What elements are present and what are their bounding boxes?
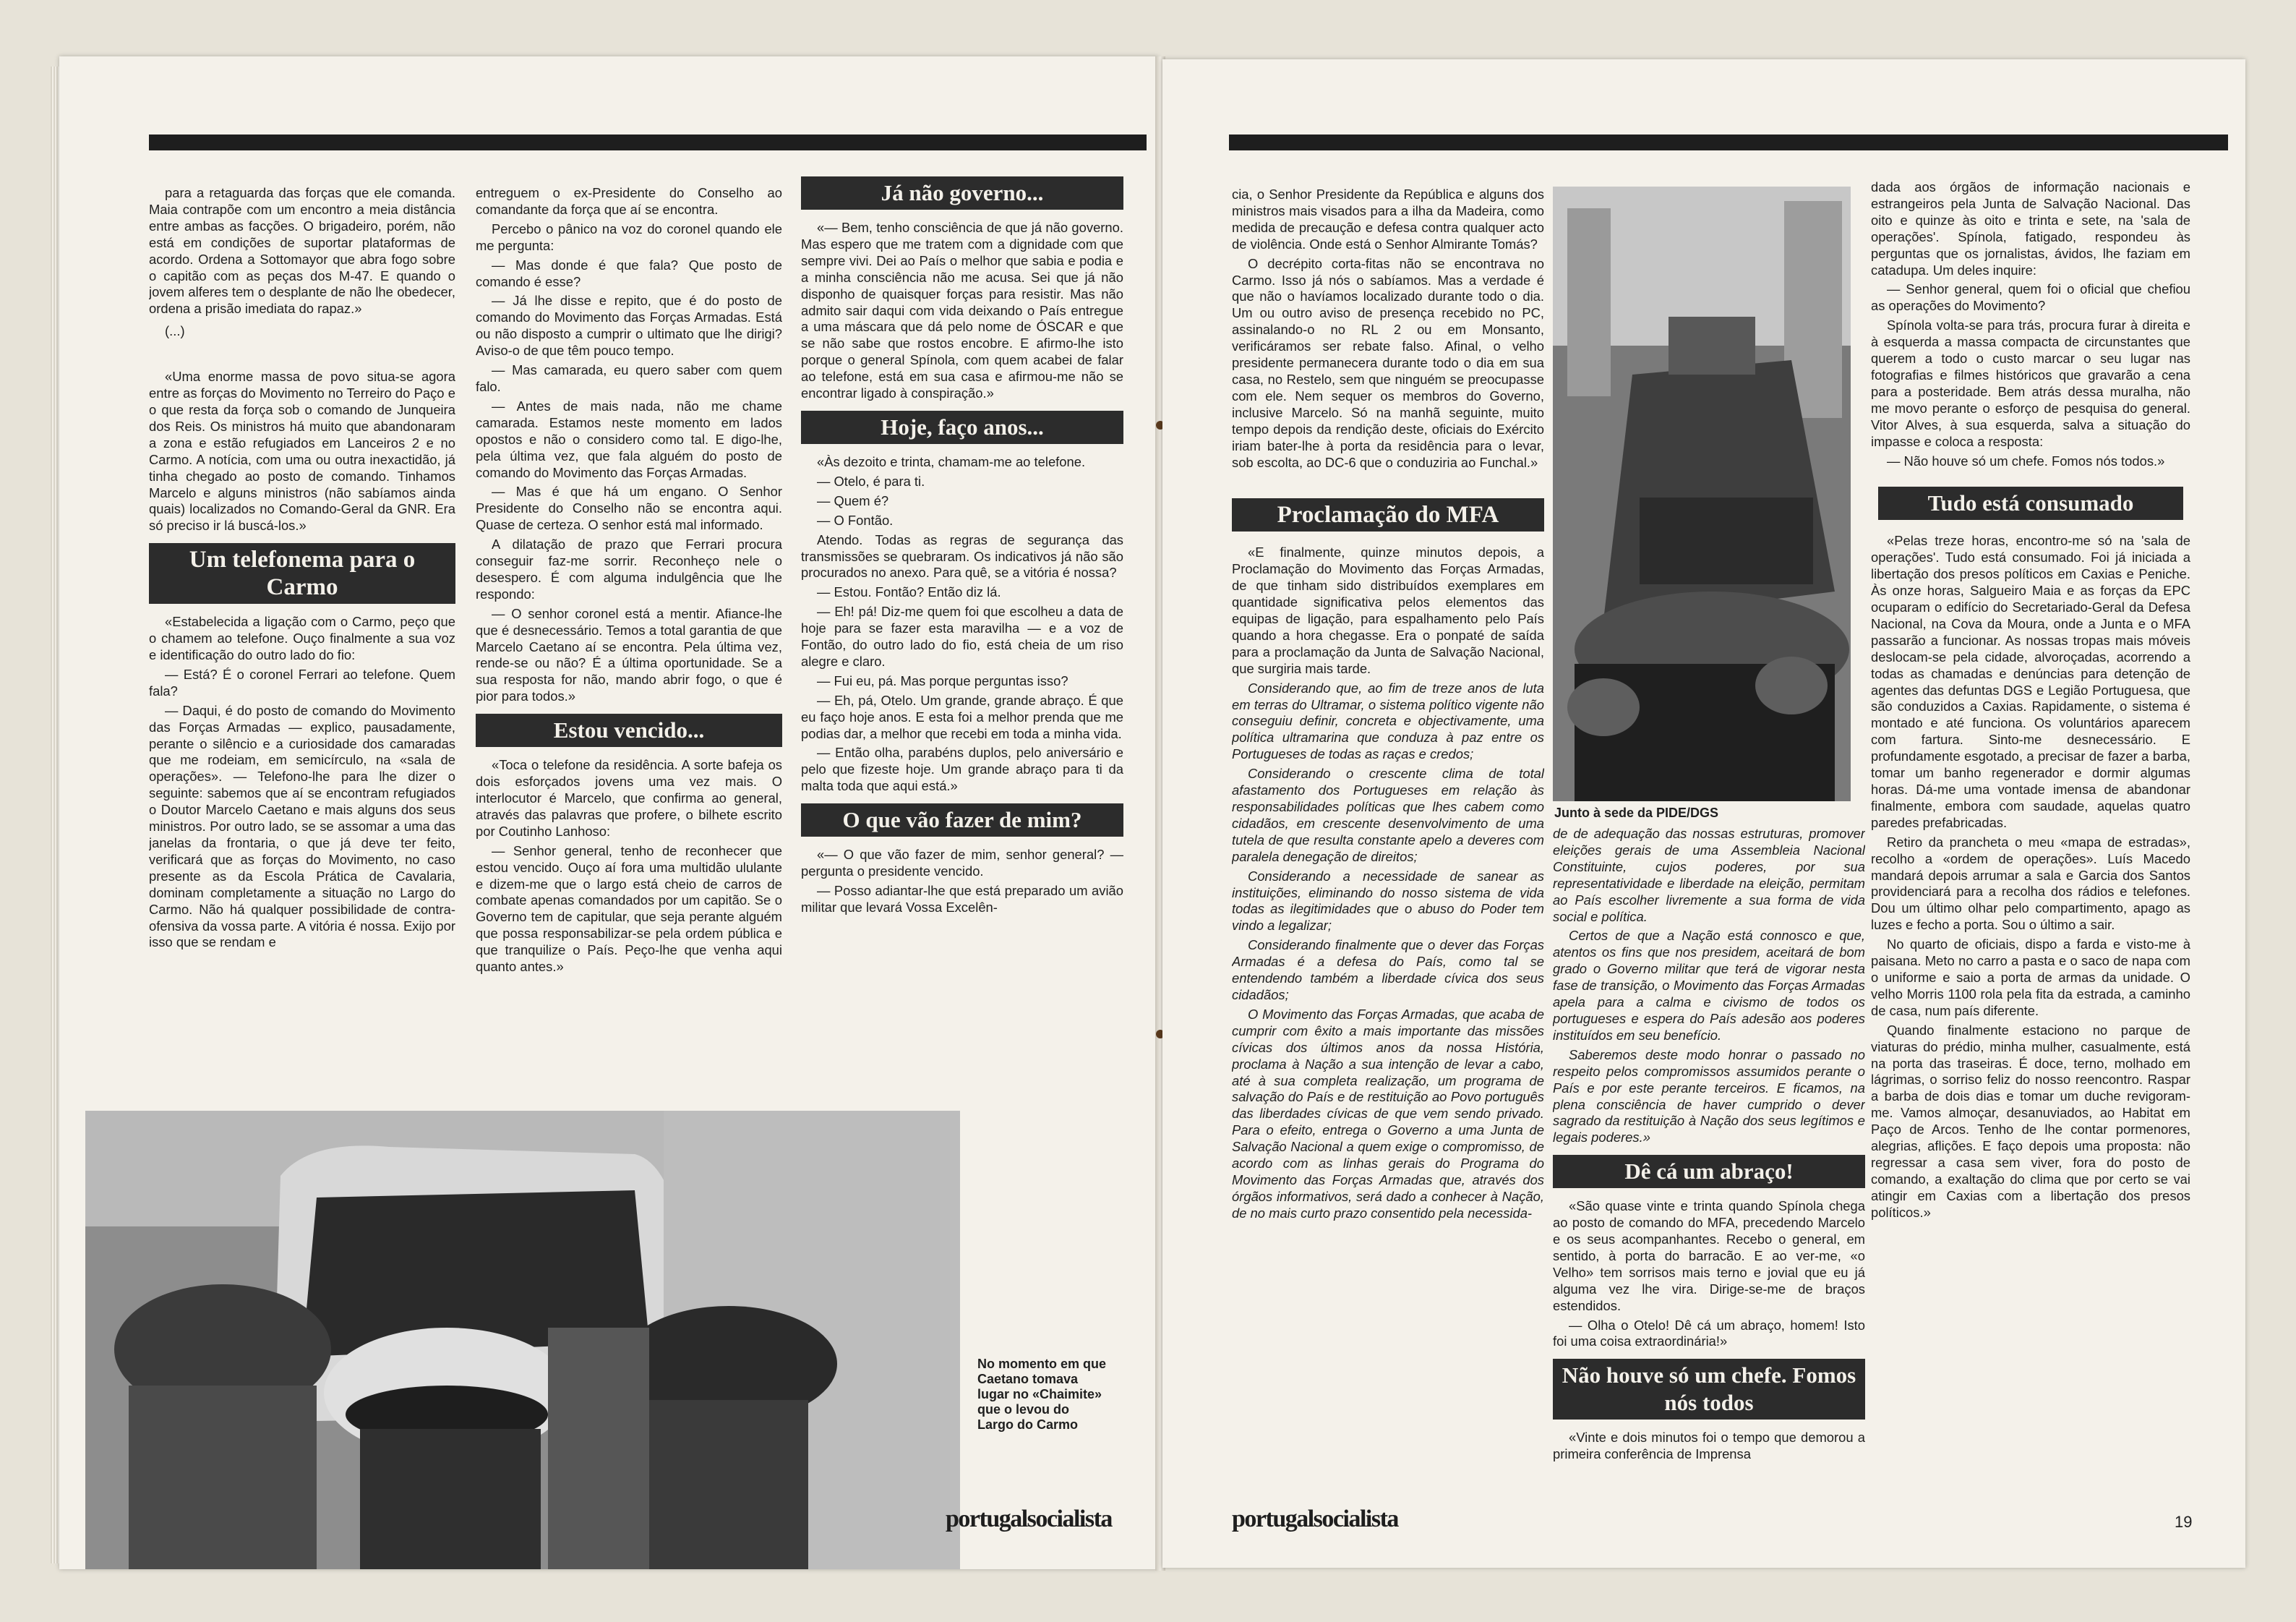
section-heading: O que vão fazer de mim?: [801, 803, 1123, 837]
paragraph: — Posso adiantar-lhe que está preparado um avião militar que levará Vossa Excelên-: [801, 883, 1123, 915]
top-rule: [1229, 135, 2228, 150]
paragraph: dada aos órgãos de informação nacionais e estrangeiros pela Junta de Salvação Nacional. Das oito e quinze às oito e trinta e sete, na 'sala de operações'. Spínola, fatigado, respondeu às perguntas que os jornalistas, ávidos, lhe faziam em catadupa. Um deles inquire:: [1871, 179, 2190, 278]
paragraph: O Movimento das Forças Armadas, que acaba de cumprir com êxito a mais importante das missões cívicas dos últimos anos da nossa História, proclama à Nação a sua intenção de levar a cabo, até à sua completa realização, um programa de salvação do País e de restituição ao Povo português das liberdades cívicas de que vem sendo privado. Para o efeito, entrega o Governo a uma Junta de Salvação Nacional a quem exige o compromisso, de acordo com as linhas gerais do Programa do Movimento das Forças Armadas que, através dos órgãos informativos, será dado a conhecer à Nação, de no mais curto prazo consentido pela necessida-: [1232, 1006, 1544, 1221]
paras-a: [149, 185, 455, 534]
paragraph: — Eh, pá, Otelo. Um grande, grande abraço. É que eu faço hoje anos. E esta foi a melhor prenda que me podias dar, a melhor que recebi em toda a minha vida.: [801, 692, 1123, 741]
paragraph: «Toca o telefone da residência. A sorte bafeja os dois esforçados jovens uma vez mais. O interlocutor é Marcelo, que confirma ao general, através das palavras que profere, o bilhete escrito por Coutinho Lanhoso:: [476, 757, 782, 839]
paragraph: — Quem é?: [817, 492, 889, 508]
section-heading: Já não governo...: [801, 176, 1123, 210]
paragraph: Spínola volta-se para trás, procura furar à direita e à esquerda a massa compacta de circunstantes que querem a todo o custo marcar o seu lugar nas fotografias e filmes históricos que gravarão a cena para a posteridade. Bem atrás dessa muralha, não me movo perante o esforço de pesquisa do general. Vitor Alves, à sua esquerda, salva a situação do impasse e coloca a resposta:: [1871, 317, 2190, 449]
right-column-1: [1232, 187, 1544, 1546]
paras-b: [149, 614, 455, 951]
paragraph: — Já lhe disse e repito, que é do posto de comando do Movimento das Forças Armadas. Está ou não disposto a cumprir o ultimato que lhe dirigi? Aviso-o de que têm pouco tempo.: [476, 293, 782, 359]
section-heading: Dê cá um abraço!: [1553, 1155, 1865, 1188]
paragraph: «Pelas treze horas, encontro-me só na 'sala de operações'. Tudo está consumado. Foi já iniciada a libertação dos presos políticos em Caxias e Peniche. Às onze horas, Salgueiro Maia e as forças da EPC ocuparam o edifício do Secretariado-Geral da Defesa Nacional, na Cova da Moura, onde a Junta e o MFA passarão a funcionar. As nossas tropas mais móveis deslocam-se pela cidade, alvoroçadas, acorrendo a todas as chamadas e denúncias para detenção de agentes das defuntas DGS e Legião Portuguesa, que são conduzidos a Caxias. Rapidamente, o sistema é montado e até funciona. Os voluntários aparecem com fartura. Sinto-me desnecessário. E profundamente esgotado, a precisar de fazer a barba, tomar um banho regenerador e dormir algumas horas. Dá-me uma vontade imensa de abandonar finalmente, embora com saudade, aquelas quatro paredes prefabricadas.: [1871, 533, 2190, 830]
paragraph: «— O que vão fazer de mim, senhor general? — pergunta o presidente vencido.: [801, 847, 1123, 879]
brand-logo: portugalsocialista: [946, 1506, 1112, 1532]
paragraph: — Mas é que há um engano. O Senhor Presidente do Conselho não se encontra aqui. Quase de certeza. O senhor está mal informado.: [476, 484, 782, 533]
section-heading: Um telefonema para o Carmo: [149, 543, 455, 604]
paragraph: — Senhor general, quem foi o oficial que chefiou as operações do Movimento?: [1871, 281, 2190, 314]
photo-caption: Junto à sede da PIDE/DGS: [1554, 806, 1719, 820]
right-column-3: [1871, 179, 2193, 1546]
paragraph: «Vinte e dois minutos foi o tempo que demorou a primeira conferência de Imprensa: [1553, 1430, 1865, 1462]
paragraph: Retiro da prancheta o meu «mapa de estradas», recolho a «ordem de operações». Luís Macedo mandará depois arrumar a sala e Garcia dos Santos providenciará para a recolha dos rádios e telefones. Dou um último olhar pelo compartimento, apago as luzes e fecho a porta. Sou o último a sair.: [1871, 834, 2190, 933]
paragraph: Considerando finalmente que o dever das Forças Armadas é a defesa do País, como tal se entendendo também a liberdade cívica dos seus cidadãos;: [1232, 937, 1544, 1002]
photo-pide-dgs: [1553, 187, 1851, 801]
paragraph: «São quase vinte e trinta quando Spínola chega ao posto de comando do MFA, precedendo Marcelo e os seus acompanhantes. Recebo o general, em sentido, à porta do barracão. E ao ver-me, «o Velho» tem sorrisos mais terno e jovial que eu já alguma vez lhe vira. Dirige-se-me de braços estendidos.: [1553, 1198, 1865, 1313]
paragraph: — Mas donde é que fala? Que posto de comando é esse?: [476, 257, 782, 289]
paragraph: — Não houve só um chefe. Fomos nós todos.»: [1887, 453, 2165, 469]
paragraph: cia, o Senhor Presidente da República e alguns dos ministros mais visados para a ilha da Madeira, como medida de precaução e defesa contra qualquer acto de violência. Onde está o Senhor Almirante Tomás?: [1232, 187, 1544, 252]
paragraph: — Está? É o coronel Ferrari ao telefone. Quem fala?: [149, 666, 455, 699]
section-heading: Hoje, faço anos...: [801, 411, 1123, 444]
paragraph: Certos de que a Nação está connosco e que, atentos os fins que nos presidem, aceitará de bom grado o Governo militar que terá de vigorar nesta fase de transição, o Movimento das Forças Armadas apela para a calma e civismo de todos os portugueses e espera do País adesão aos poderes instituídos em seu benefício.: [1553, 928, 1865, 1043]
paragraph: «Uma enorme massa de povo situa-se agora entre as forças do Movimento no Terreiro do Paço e o que resta da força sob o comando de Junqueira dos Reis. Os ministros há muito que abandonaram a zona e estão refugiados em Lanceiros 2 e no Carmo. A notícia, com uma ou outra inexactidão, já tinha chegado ao posto de comando. Tinhamos Marcelo e alguns ministros (não sabíamos ainda quais) localizados no Comando-Geral da GNR. Era só preciso ir lá buscá-los.»: [149, 369, 455, 534]
paragraph: de de adequação das nossas estruturas, promover eleições gerais de uma Assembleia Nacional Constituinte, cujos poderes, por sua representatividade e liberdade na eleição, permitam ao País escolher livremente a sua forma de vida social e política.: [1553, 826, 1865, 924]
left-column-1: [149, 185, 455, 1176]
paragraph: «Estabelecida a ligação com o Carmo, peço que o chamem ao telefone. Ouço finalmente a sua voz e identificação do outro lado do fio:: [149, 614, 455, 663]
photo-chaimite: [85, 1111, 960, 1569]
paragraph: (...): [165, 323, 185, 339]
paragraph: entreguem o ex-Presidente do Conselho ao comandante da força que aí se encontra.: [476, 185, 782, 217]
paragraph: — Então olha, parabéns duplos, pelo aniversário e pelo que fizeste hoje. Um grande abraço para ti da malta toda que aqui está.»: [801, 745, 1123, 794]
paragraph: — Fui eu, pá. Mas porque perguntas isso?: [817, 673, 1068, 688]
paragraph: Considerando a necessidade de sanear as instituições, eliminando do nosso sistema de vida todas as ilegitimidades que o abuso do Poder tem vindo a legalizar;: [1232, 868, 1544, 934]
section-heading: Estou vencido...: [476, 714, 782, 747]
paragraph: Atendo. Todas as regras de segurança das transmissões se quebraram. Os indicativos já não são procurados no anexo. Para quê, se a vitória é nossa?: [801, 532, 1123, 581]
left-column-3: [801, 176, 1123, 1161]
paragraph: A dilatação de prazo que Ferrari procura conseguir faz-me sorrir. Reconheço nele o desespero. É com alguma indulgência que lhe respondo:: [476, 537, 782, 602]
paragraph: — O Fontão.: [817, 512, 894, 528]
paragraph: — Olha o Otelo! Dê cá um abraço, homem! Isto foi uma coisa extraordinária!»: [1553, 1317, 1865, 1349]
paragraph: No quarto de oficiais, dispo a farda e visto-me à paisana. Meto no carro a pasta e o saco de napa com o uniforme e saio a porta de armas da unidade. O velho Morris 1100 rola pela fita da estrada, a caminho de casa, num país diferente.: [1871, 936, 2190, 1018]
top-rule: [149, 135, 1147, 150]
paragraph: Considerando o crescente clima de total afastamento dos Portugueses em relação às responsabilidades políticas que lhes cabem como cidadãos, em crescente desenvolvimento de uma tutela de que resulta constante apelo a deveres com paralela denegação de direitos;: [1232, 766, 1544, 864]
page-number: 19: [2175, 1513, 2193, 1531]
left-page: [59, 56, 1158, 1569]
paragraph: Considerando que, ao fim de treze anos de luta em terras do Ultramar, o sistema político vigente não conseguiu definir, concreta e objectivamente, uma política ultramarina que conduza à paz entre os Portugueses de todas as raças e credos;: [1232, 680, 1544, 762]
paragraph: — Otelo, é para ti.: [817, 473, 925, 489]
paragraph: — Estou. Fontão? Então diz lá.: [817, 584, 1001, 600]
section-heading: Tudo está consumado: [1878, 487, 2183, 520]
paragraph: — Daqui, é do posto de comando do Movimento das Forças Armadas — explico, pausadamente, perante o silêncio e a curiosidade dos camaradas que me rodeiam, em semicírculo, na «sala de operações». — Telefono-lhe para lhe dizer o seguinte: sabemos que aí se encontram refugiados o Doutor Marcelo Caetano e mais alguns dos seus ministros. Por outro lado, se se assomar a uma das janelas da frontaria, o que já deve ter feito, verificará que as forças do Movimento, no caso presente as da Escola Prática de Cavalaria, dominam completamente a situação no Largo do Carmo. Não há qualquer possibilidade de contra-ofensiva da vossa parte. A vitória é nossa. Exijo por isso que se rendam e: [149, 702, 455, 950]
paragraph: «E finalmente, quinze minutos depois, a Proclamação do Movimento das Forças Armadas, de que tinham sido distribuídos exemplares em quantidade significativa pelos elementos das equipas de ligação, para espalhamento pelo País quando a hora chegasse. Era o ponpaté de saída para a proclamação da Junta de Salvação Nacional, que surgiria mais tarde.: [1232, 545, 1544, 676]
photo-caption: No momento em que Caetano tomava lugar no «Chaimite» que o levou do Largo do Carmo: [977, 1357, 1107, 1432]
paragraph: — Eh! pá! Diz-me quem foi que escolheu a data de hoje para se fazer esta maravilha — e a voz de Fontão, do outro lado do fio, está cheia de um riso alegre e claro.: [801, 604, 1123, 669]
paragraph: — O senhor coronel está a mentir. Afiance-lhe que é desnecessário. Temos a total garantia de que Marcelo Caetano aí se encontra. Pela última vez, rende-se ou não? É a última oportunidade. Se a sua resposta for não, mando abrir fogo, o que é pior para todos.»: [476, 605, 782, 704]
right-column-2: [1553, 826, 1865, 1548]
right-page: [1162, 59, 2245, 1568]
paragraph: Saberemos deste modo honrar o passado no respeito pelos compromissos assumidos perante o País e por este perante terceiros. E ficamos, na plena consciência de haver cumprido o dever sagrado da restituição à Nação dos seus legítimos e legais poderes.»: [1553, 1046, 1865, 1145]
left-column-2: [476, 185, 782, 1160]
section-heading: Proclamação do MFA: [1232, 498, 1544, 532]
section-heading: Não houve só um chefe. Fomos nós todos: [1553, 1359, 1865, 1420]
paragraph: Quando finalmente estaciono no parque de viaturas do prédio, minha mulher, casualmente, está na porta das traseiras. É doce, terno, molhado em lágrimas, o sorriso feliz do nosso reencontro. Raspar a barba de dois dias e tomar um duche revigoram-me. Vamos almoçar, desanuviados, ao Habitat em Paço de Arcos. Tenho de lhe contar pormenores, alegrias, aflições. E faço depois uma proposta: não regressar a casa sem viver, fora do posto de comando, a exaltação do clima que por certo se vai atingir em Caxias com a libertação dos presos políticos.»: [1871, 1022, 2190, 1220]
paragraph: «Às dezoito e trinta, chamam-me ao telefone.: [817, 453, 1086, 469]
paragraph: Percebo o pânico na voz do coronel quando ele me pergunta:: [476, 221, 782, 253]
paragraph: — Senhor general, tenho de reconhecer que estou vencido. Ouço aí fora uma multidão ululante e dizem-me que o largo está cheio de carros de combate apenas comandados por um capitão. Se o Governo tem de capitular, que seja perante alguém que possa responsabilizar-se pela ordem pública e que tranquilize o País. Peço-lhe que venha aqui quanto antes.»: [476, 842, 782, 975]
paragraph: O decrépito corta-fitas não se encontrava no Carmo. Isso já nós o sabíamos. Mas a verdade é que não o havíamos localizado durante todo o dia. Um ou outro aviso de presença recebido no PC, assinalando-o no RL 2 ou em Monsanto, verificáramos ser rebate falso. Afinal, o velho presidente permanecera durante todo o dia em sua casa, no Restelo, sem que ninguém se preocupasse com ele. Nem sequer os membros do Governo, inclusive Marcelo. Só na manhã seguinte, muito tempo depois da rendição deste, oficiais do Exército iriam bater-lhe à porta da residência para o levar, sob escolta, ao DC-6 que o conduziria ao Funchal.»: [1232, 255, 1544, 470]
paragraph: — Antes de mais nada, não me chame camarada. Estamos neste momento em lados opostos e não o considero como tal. E digo-lhe, pela última vez, que fala alguém do posto de comando do Movimento das Forças Armadas.: [476, 398, 782, 480]
paragraph: «— Bem, tenho consciência de que já não governo. Mas espero que me tratem com a dignidade com que sempre vivi. Dei ao País o melhor que sabia e podia e a minha consciência não me acusa. Sei que já não disponho de quaisquer forças para resistir. Mas não admito sair daqui com vida deixando o País entregue a uma máscara que dá pelo nome de ÓSCAR e que se não sabe que rostos encobre. E afirmo-lhe isto porque o general Spínola, com quem acabei de falar ao telefone, está em sua casa e afirmou-me não se encontrar ligado à conspiração.»: [801, 220, 1123, 401]
paragraph: para a retaguarda das forças que ele comanda. Maia contrapõe com um encontro a meia distância entre ambas as facções. O brigadeiro, porém, não está em condições de suportar plataformas de acordo. Ordena a Sottomayor que abra fogo sobre o capitão com as peças dos M-47. E quando o jovem alferes tem o desplante de não lhe obedecer, ordena a prisão imediata do rapaz.»: [149, 185, 455, 317]
paragraph: — Mas camarada, eu quero saber com quem falo.: [476, 362, 782, 394]
brand-logo: portugalsocialista: [1232, 1506, 1398, 1532]
